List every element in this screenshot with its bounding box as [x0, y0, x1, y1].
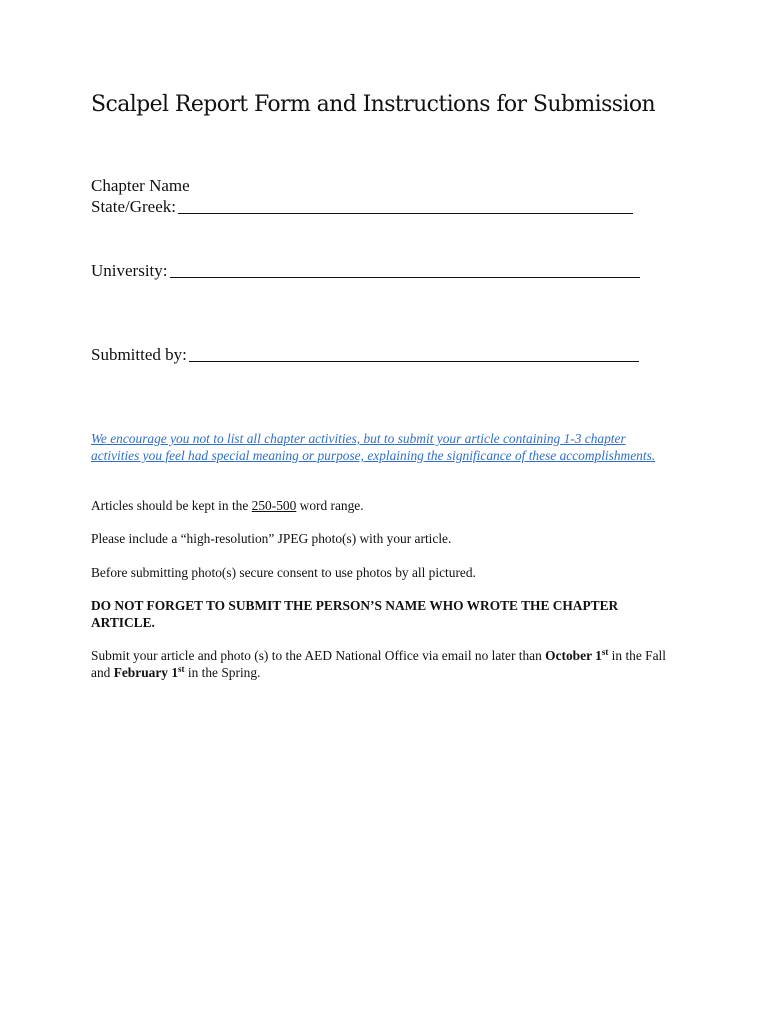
deadline-text-3: in the Spring.: [184, 665, 261, 680]
university-blank-line[interactable]: [170, 261, 640, 278]
submitted-by-blank-line[interactable]: [189, 345, 639, 362]
submitted-by-row: [91, 344, 639, 365]
deadline-text-1: Submit your article and photo (s) to the AED National Office via email no later than: [91, 648, 546, 663]
submission-deadline: [91, 647, 671, 681]
fall-deadline-suffix: st: [601, 647, 609, 657]
chapter-name-label: Chapter Name: [91, 176, 190, 195]
photo-instruction: Please include a “high-resolution” JPEG photo(s) with your article.: [91, 531, 452, 546]
author-name-reminder: DO NOT FORGET TO SUBMIT THE PERSON’S NAME WHO WROTE THE CHAPTER ARTICLE.: [91, 598, 619, 630]
university-label: University:: [91, 261, 168, 280]
page-title: Scalpel Report Form and Instructions for Submission: [91, 92, 656, 117]
university-row: [91, 260, 640, 281]
spring-deadline-date: February 1: [113, 665, 179, 680]
state-greek-blank-line[interactable]: [178, 197, 633, 214]
submitted-by-label: Submitted by:: [91, 345, 187, 364]
word-range-before: Articles should be kept in the: [91, 498, 252, 513]
state-greek-label: State/Greek:: [91, 197, 176, 216]
fall-deadline-date: October 1: [545, 648, 602, 663]
encouragement-notice[interactable]: We encourage you not to list all chapter activities, but to submit your article containing 1-3 chapter activities you feel had special meaning or purpose, explaining the significance of these accomplishments.: [91, 431, 656, 463]
consent-instruction: Before submitting photo(s) secure consent to use photos by all pictured.: [91, 565, 476, 580]
chapter-name-row: [91, 175, 190, 196]
deadline-text-2: in the Fall and: [91, 648, 666, 680]
word-range-value: 250-500: [251, 498, 297, 513]
state-greek-row: [91, 196, 633, 217]
word-range-instruction: [91, 497, 671, 514]
word-range-after: word range.: [296, 498, 364, 513]
spring-deadline-suffix: st: [178, 664, 185, 674]
